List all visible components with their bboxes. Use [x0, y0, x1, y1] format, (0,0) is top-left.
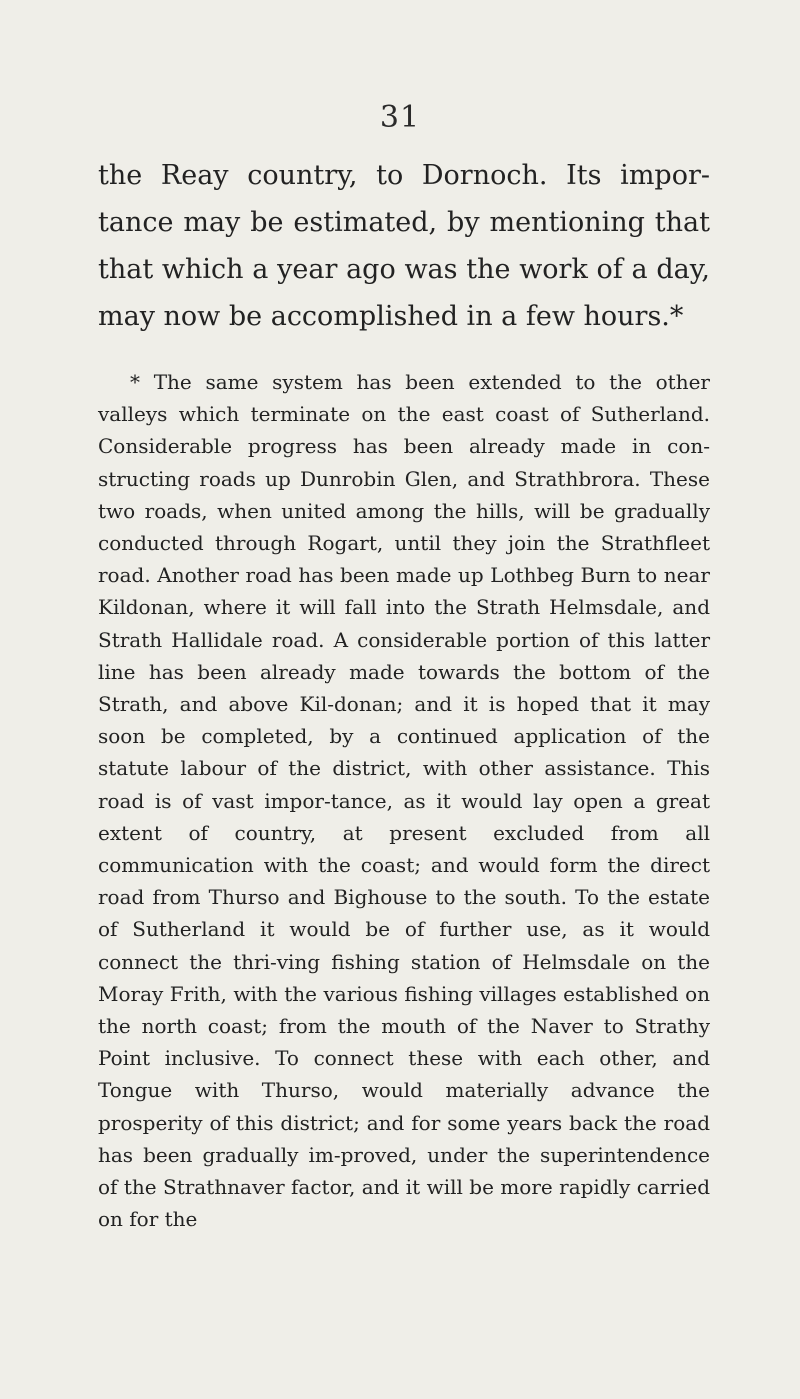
main-text-block	[98, 152, 710, 340]
footnote-block	[98, 366, 710, 1235]
footnote-paragraph: * The same system has been extended to the other valleys which terminate on the east coast of Sutherland. Considerable progress has been already made in con-structing roads up Dunrobin Glen, and Strathbrora. These two roads, when united among the hills, will be gradually conducted through Rogart, until they join the Strathfleet road. Another road has been made up Lothbeg Burn to near Kildonan, where it will fall into the Strath Helmsdale, and Strath Hallidale road. A considerable portion of this latter line has been already made towards the bottom of the Strath, and above Kil-donan; and it is hoped that it may soon be completed, by a continued application of the statute labour of the district, with other assistance. This road is of vast impor-tance, as it would lay open a great extent of country, at present excluded from all communication with the coast; and would form the direct road from Thurso and Bighouse to the south. To the estate of Sutherland it would be of further use, as it would connect the thri-ving fishing station of Helmsdale on the Moray Frith, with the various fishing villages established on the north coast; from the mouth of the Naver to Strathy Point inclusive. To connect these with each other, and Tongue with Thurso, would materially advance the prosperity of this district; and for some years back the road has been gradually im-proved, under the superintendence of the Strathnaver factor, and it will be more rapidly carried on for the	[98, 370, 710, 1232]
page-number: 31	[379, 100, 421, 135]
main-paragraph: the Reay country, to Dornoch. Its impor-tance may be estimated, by mentioning that that which a year ago was the work of a day, may now be accomplished in a few hours.*	[98, 160, 710, 332]
